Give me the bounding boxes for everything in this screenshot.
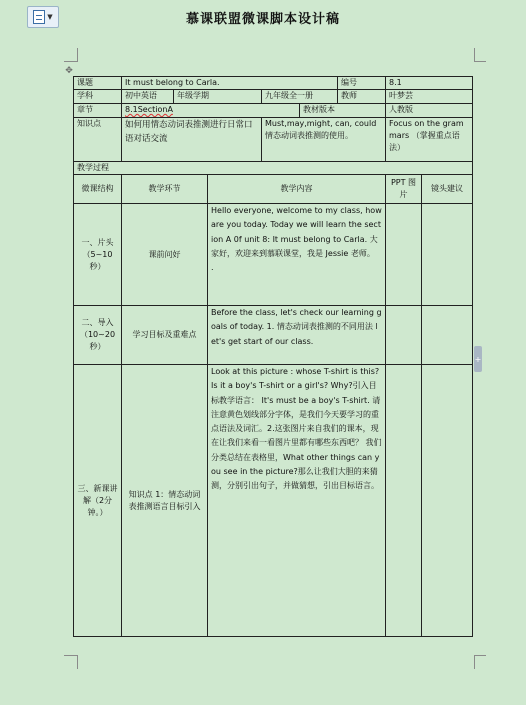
row-segment: 课前问好 <box>122 204 208 306</box>
table-row <box>74 118 473 162</box>
row-content[interactable]: Look at this picture : whose T-shirt is this? Is it a boy's T-shirt or a girl's? Why?引入目标教学语言： It's must be a boy's T-shirt. 请注意黄色划线部分字体，是我们今天要学习的重点语法及词汇。2.这张图片来自我们的课本，现在让我们来看一看图片里都有哪些东西吧？ 我们分类总结在表格里，What other things can you see in the picture?那么让我们大胆的来猜测，分别引出句子，并做猜想，引出目标语言。 <box>208 365 386 637</box>
row-shot[interactable] <box>422 204 473 306</box>
topic-label: 课题 <box>74 77 122 90</box>
chapter-label: 章节 <box>74 104 122 118</box>
row-shot[interactable] <box>422 365 473 637</box>
process-label: 教学过程 <box>74 162 473 175</box>
row-structure: 二、导入（10~20秒） <box>74 306 122 365</box>
topic-value[interactable]: It must belong to Carla. <box>122 77 338 90</box>
teacher-value[interactable]: 叶梦芸 <box>386 90 473 104</box>
side-expand-handle-icon[interactable]: + <box>474 346 482 372</box>
row-structure: 三、新课讲解（2分钟。） <box>74 365 122 637</box>
row-content[interactable] <box>208 204 386 306</box>
teacher-label: 教师 <box>338 90 386 104</box>
header-segment: 教学环节 <box>122 175 208 204</box>
row-content-extra: . <box>211 263 214 273</box>
row-ppt[interactable] <box>386 365 422 637</box>
number-value[interactable]: 8.1 <box>386 77 473 90</box>
table-row <box>74 204 473 306</box>
row-shot[interactable] <box>422 306 473 365</box>
table-header-row <box>74 175 473 204</box>
script-table <box>73 76 473 637</box>
knowledge-col2[interactable]: Must,may,might, can, could 情态动词表推测的使用。 <box>262 118 386 162</box>
knowledge-col3[interactable]: Focus on the grammars （掌握重点语法） <box>386 118 473 162</box>
margin-corner-top-right <box>474 48 486 62</box>
row-structure: 一、片头（5~10秒） <box>74 204 122 306</box>
margin-corner-bottom-right <box>474 655 486 669</box>
grade-value[interactable]: 九年级全一册 <box>262 90 338 104</box>
edition-value[interactable]: 人教版 <box>386 104 473 118</box>
edition-label: 教材版本 <box>300 104 386 118</box>
header-ppt: PPT 图片 <box>386 175 422 204</box>
grade-label: 年级学期 <box>174 90 262 104</box>
table-row <box>74 365 473 637</box>
header-content: 教学内容 <box>208 175 386 204</box>
chapter-value[interactable] <box>122 104 300 118</box>
row-segment: 学习目标及重难点 <box>122 306 208 365</box>
subject-label: 学科 <box>74 90 122 104</box>
row-ppt[interactable] <box>386 306 422 365</box>
table-row <box>74 162 473 175</box>
number-label: 编号 <box>338 77 386 90</box>
table-row <box>74 90 473 104</box>
knowledge-col1[interactable]: 如何用情态动词表推测进行日常口语对话交流 <box>122 118 262 162</box>
knowledge-label: 知识点 <box>74 118 122 162</box>
subject-value[interactable]: 初中英语 <box>122 90 174 104</box>
row-content-text: Hello everyone, welcome to my class, how are you today. Today we will learn the section A 0f unit 8: It must belong to Carla. 大家好，欢迎来到慕联课堂，我是 Jessie 老师。 <box>211 206 382 258</box>
margin-corner-bottom-left <box>64 655 78 669</box>
page-title: 慕课联盟微课脚本设计稿 <box>185 12 340 27</box>
chevron-down-icon: ▼ <box>47 13 53 21</box>
table-move-handle-icon[interactable]: ✥ <box>65 66 73 76</box>
row-content[interactable]: Before the class, let's check our learning goals of today. 1. 情态动词表推测的不同用法 let's get start of our class. <box>208 306 386 365</box>
chapter-value-text: 8.1SectionA <box>125 105 173 114</box>
margin-corner-top-left <box>64 48 78 62</box>
header-shot: 镜头建议 <box>422 175 473 204</box>
table-row <box>74 104 473 118</box>
row-segment: 知识点 1：情态动词表推测语言目标引入 <box>122 365 208 637</box>
table-row <box>74 77 473 90</box>
row-ppt[interactable] <box>386 204 422 306</box>
header-structure: 微课结构 <box>74 175 122 204</box>
table-row <box>74 306 473 365</box>
